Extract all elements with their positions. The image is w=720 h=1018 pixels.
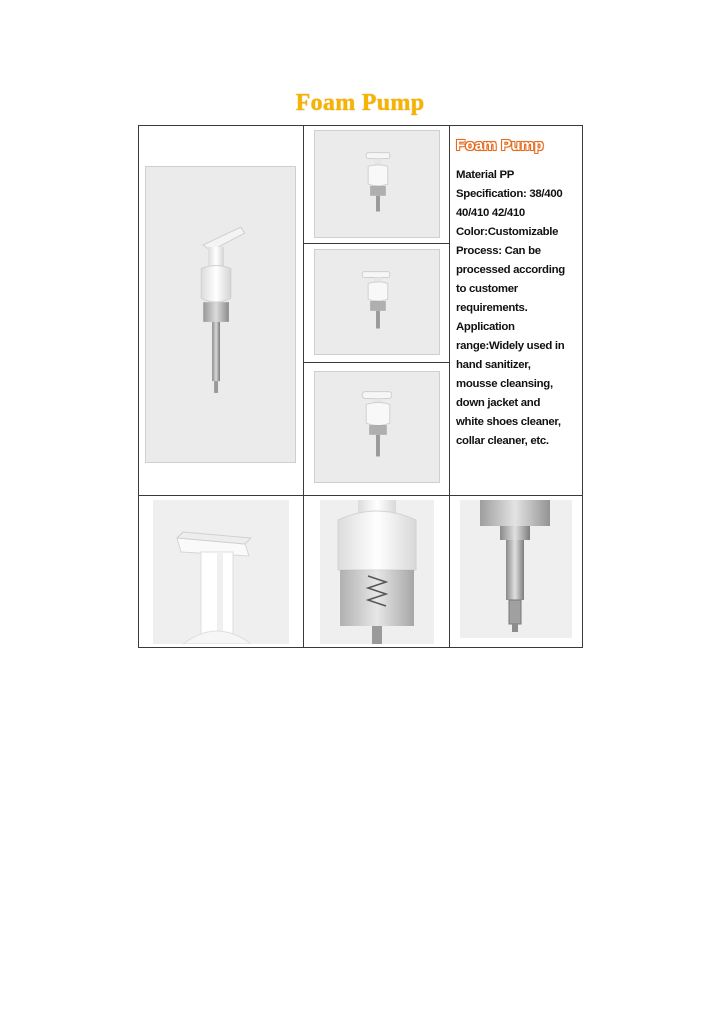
thumb-photo-2 [314,249,440,355]
spec-line: range:Widely used in [456,340,565,352]
main-product-photo [145,166,296,463]
detail-cell-2 [303,495,450,648]
thumb-cell-1 [303,125,450,244]
detail-photo-nozzle [153,500,289,644]
spec-list [456,166,581,451]
thumb-photo-3 [314,371,440,483]
spec-line: collar cleaner, etc. [456,435,549,447]
spec-line: 40/410 42/410 [456,207,525,219]
spec-line: Process: Can be [456,245,541,257]
foam-pump-illustration [146,167,295,462]
spec-line: Specification: 38/400 [456,188,563,200]
foam-pump-illustration [315,250,439,354]
spec-line: requirements. [456,302,528,314]
spec-line: to customer [456,283,518,295]
product-table [138,125,583,648]
thumb-photo-1 [314,130,440,238]
spec-line: hand sanitizer, [456,359,531,371]
spec-line: Color:Customizable [456,226,559,238]
detail-cell-3 [449,495,583,648]
detail-cell-1 [138,495,304,648]
spec-line: Material PP [456,169,515,181]
foam-pump-illustration [315,131,439,237]
spec-title: Foam Pump [456,137,544,154]
spec-line: down jacket and [456,397,541,409]
spec-line: mousse cleansing, [456,378,553,390]
thumb-cell-2 [303,243,450,363]
nozzle-closeup-illustration [153,500,289,644]
foam-pump-illustration [315,372,439,482]
spring-closeup-illustration [320,500,434,644]
spec-line: white shoes cleaner, [456,416,561,428]
spec-line: Application [456,321,515,333]
spec-line: processed according [456,264,565,276]
detail-photo-tube [460,500,572,638]
thumb-cell-3 [303,362,450,496]
detail-photo-body [320,500,434,644]
page-title: Foam Pump [295,90,425,116]
dip-tube-closeup-illustration [460,500,572,638]
main-image-cell [138,125,304,496]
spec-cell [449,125,583,496]
